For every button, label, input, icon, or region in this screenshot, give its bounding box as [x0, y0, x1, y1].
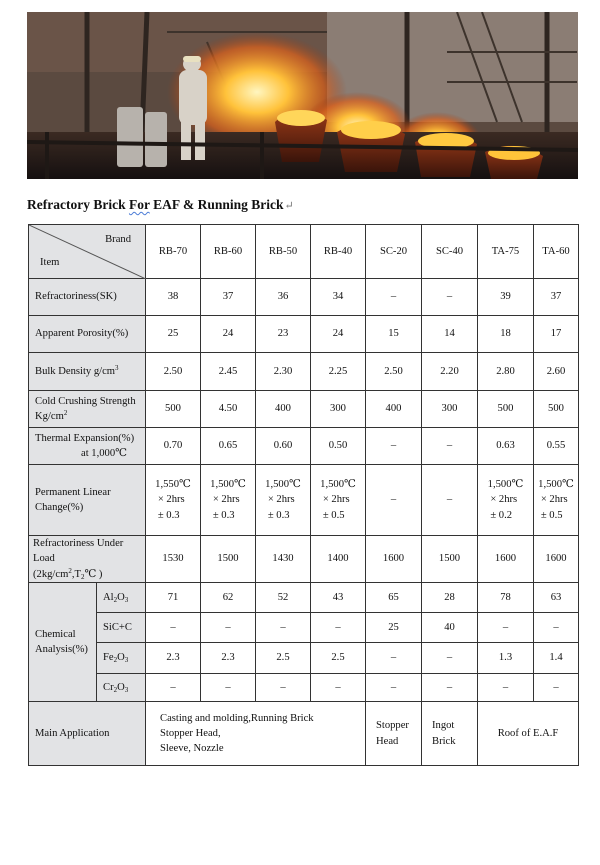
table-cell-ta-application: Roof of E.A.F	[478, 702, 579, 766]
table-cell: 500	[534, 391, 579, 428]
table-cell: 39	[478, 279, 534, 316]
table-row-main-application	[29, 702, 579, 766]
table-cell: –	[366, 279, 422, 316]
table-row-bulk-density	[29, 353, 579, 391]
table-cell-sc40-application: Ingot Brick	[422, 702, 478, 766]
table-cell: 0.65	[201, 428, 256, 465]
table-cell: –	[534, 674, 579, 702]
table-cell: –	[422, 674, 478, 702]
table-cell: 0.60	[256, 428, 311, 465]
steel-plant-illustration	[27, 12, 578, 179]
table-cell: 24	[311, 316, 366, 353]
table-cell: 1600	[366, 536, 422, 583]
table-row-sic	[29, 613, 579, 643]
table-cell: 37	[201, 279, 256, 316]
table-cell: –	[422, 279, 478, 316]
table-row-al2o3	[29, 583, 579, 613]
table-cell: 24	[201, 316, 256, 353]
table-cell: 1,550℃ × 2hrs ± 0.3	[146, 465, 201, 536]
table-cell: 300	[311, 391, 366, 428]
table-cell: 2.25	[311, 353, 366, 391]
brand-name: SC-20	[366, 225, 422, 279]
table-cell: 25	[366, 613, 422, 643]
header-diagonal-cell	[29, 225, 146, 279]
table-cell: 2.30	[256, 353, 311, 391]
table-cell: 300	[422, 391, 478, 428]
row-label: Permanent Linear Change(%)	[29, 465, 146, 536]
row-label: $Cr_2O_3$	[97, 674, 146, 702]
table-cell: 500	[146, 391, 201, 428]
table-cell: 2.80	[478, 353, 534, 391]
table-cell: 1.4	[534, 643, 579, 674]
table-cell: 63	[534, 583, 579, 613]
brand-name: TA-60	[534, 225, 579, 279]
table-cell: –	[422, 465, 478, 536]
table-cell: 52	[256, 583, 311, 613]
table-cell: –	[478, 613, 534, 643]
table-row-fe2o3	[29, 643, 579, 674]
table-row-refractoriness	[29, 279, 579, 316]
brand-name: RB-60	[201, 225, 256, 279]
table-cell: 62	[201, 583, 256, 613]
table-cell: 1600	[534, 536, 579, 583]
table-cell: 28	[422, 583, 478, 613]
table-cell: 1400	[311, 536, 366, 583]
table-cell: –	[366, 428, 422, 465]
table-row-porosity	[29, 316, 579, 353]
table-row-cold-crushing	[29, 391, 579, 428]
paragraph-mark-icon: ↵	[284, 200, 294, 212]
brand-name: RB-50	[256, 225, 311, 279]
table-row-cr2o3	[29, 674, 579, 702]
row-label: Bulk Density $g/cm^3$	[29, 353, 146, 391]
table-cell: –	[201, 674, 256, 702]
brand-header: Brand	[105, 234, 131, 245]
table-cell: 2.3	[146, 643, 201, 674]
brand-name: RB-70	[146, 225, 201, 279]
table-cell: 1,500℃ × 2hrs ± 0.2	[478, 465, 534, 536]
table-cell: –	[422, 428, 478, 465]
table-cell: –	[422, 643, 478, 674]
table-row-thermal-expansion	[29, 428, 579, 465]
table-cell: –	[256, 674, 311, 702]
table-cell: 2.45	[201, 353, 256, 391]
table-cell: 25	[146, 316, 201, 353]
table-cell: –	[146, 613, 201, 643]
brand-name: RB-40	[311, 225, 366, 279]
table-cell: –	[201, 613, 256, 643]
table-cell: 2.50	[146, 353, 201, 391]
row-label: Thermal Expansion(%) at 1,000℃	[29, 428, 146, 465]
table-cell: –	[311, 674, 366, 702]
table-cell: 2.5	[256, 643, 311, 674]
table-cell: 37	[534, 279, 579, 316]
table-cell: –	[534, 613, 579, 643]
table-cell: 2.3	[201, 643, 256, 674]
spec-table	[28, 224, 579, 766]
table-cell: 14	[422, 316, 478, 353]
table-cell: 1,500℃ × 2hrs ± 0.5	[311, 465, 366, 536]
row-label: Refractoriness Under Load ($2kg/cm^2,T_2℃$ )	[29, 536, 146, 583]
table-cell: 18	[478, 316, 534, 353]
table-cell: 1500	[201, 536, 256, 583]
brand-name: TA-75	[478, 225, 534, 279]
table-cell: –	[366, 465, 422, 536]
row-label: Apparent Porosity(%)	[29, 316, 146, 353]
table-cell-rb-application: Casting and molding,Running Brick Stopper Head, Sleeve, Nozzle	[146, 702, 366, 766]
row-label: $Fe_2O_3$	[97, 643, 146, 674]
table-cell: –	[256, 613, 311, 643]
table-cell: 2.50	[366, 353, 422, 391]
table-cell: 0.63	[478, 428, 534, 465]
table-cell: 400	[256, 391, 311, 428]
table-cell: –	[366, 674, 422, 702]
table-cell: 0.70	[146, 428, 201, 465]
item-header: Item	[40, 256, 60, 268]
table-cell: 2.60	[534, 353, 579, 391]
table-cell: 1,500℃ × 2hrs ± 0.5	[534, 465, 579, 536]
table-cell: 78	[478, 583, 534, 613]
table-cell: 2.5	[311, 643, 366, 674]
table-cell: 1530	[146, 536, 201, 583]
table-cell: 34	[311, 279, 366, 316]
table-cell: 38	[146, 279, 201, 316]
table-cell: –	[478, 674, 534, 702]
table-cell: 40	[422, 613, 478, 643]
table-cell: 0.50	[311, 428, 366, 465]
table-cell: 4.50	[201, 391, 256, 428]
table-cell: 1,500℃ × 2hrs ± 0.3	[256, 465, 311, 536]
table-cell: 1,500℃ × 2hrs ± 0.3	[201, 465, 256, 536]
table-cell: 0.55	[534, 428, 579, 465]
table-cell: –	[146, 674, 201, 702]
table-cell: 400	[366, 391, 422, 428]
table-cell: 17	[534, 316, 579, 353]
row-label: $Al_2O_3$	[97, 583, 146, 613]
table-cell: 23	[256, 316, 311, 353]
row-label: Refractoriness(SK)	[29, 279, 146, 316]
document-title: Refractory Brick For EAF & Running Brick↵	[27, 197, 294, 212]
table-cell: 43	[311, 583, 366, 613]
table-cell: 36	[256, 279, 311, 316]
table-cell: 1600	[478, 536, 534, 583]
table-cell: –	[366, 643, 422, 674]
row-label: SiC+C	[97, 613, 146, 643]
table-cell: 65	[366, 583, 422, 613]
table-cell: 1500	[422, 536, 478, 583]
table-cell-sc20-application: Stopper Head	[366, 702, 422, 766]
table-cell: 15	[366, 316, 422, 353]
brand-name: SC-40	[422, 225, 478, 279]
chemical-analysis-label: Chemical Analysis(%)	[29, 583, 97, 702]
row-label: Main Application	[29, 702, 146, 766]
table-cell: 500	[478, 391, 534, 428]
table-cell: –	[311, 613, 366, 643]
header-row	[29, 225, 579, 279]
table-row-refractoriness-under-load	[29, 536, 579, 583]
table-cell: 1430	[256, 536, 311, 583]
table-cell: 1.3	[478, 643, 534, 674]
table-cell: 2.20	[422, 353, 478, 391]
table-cell: 71	[146, 583, 201, 613]
table-row-permanent-linear-change	[29, 465, 579, 536]
row-label: Cold Crushing Strength $Kg/cm^2$	[29, 391, 146, 428]
hero-photo	[27, 12, 578, 179]
